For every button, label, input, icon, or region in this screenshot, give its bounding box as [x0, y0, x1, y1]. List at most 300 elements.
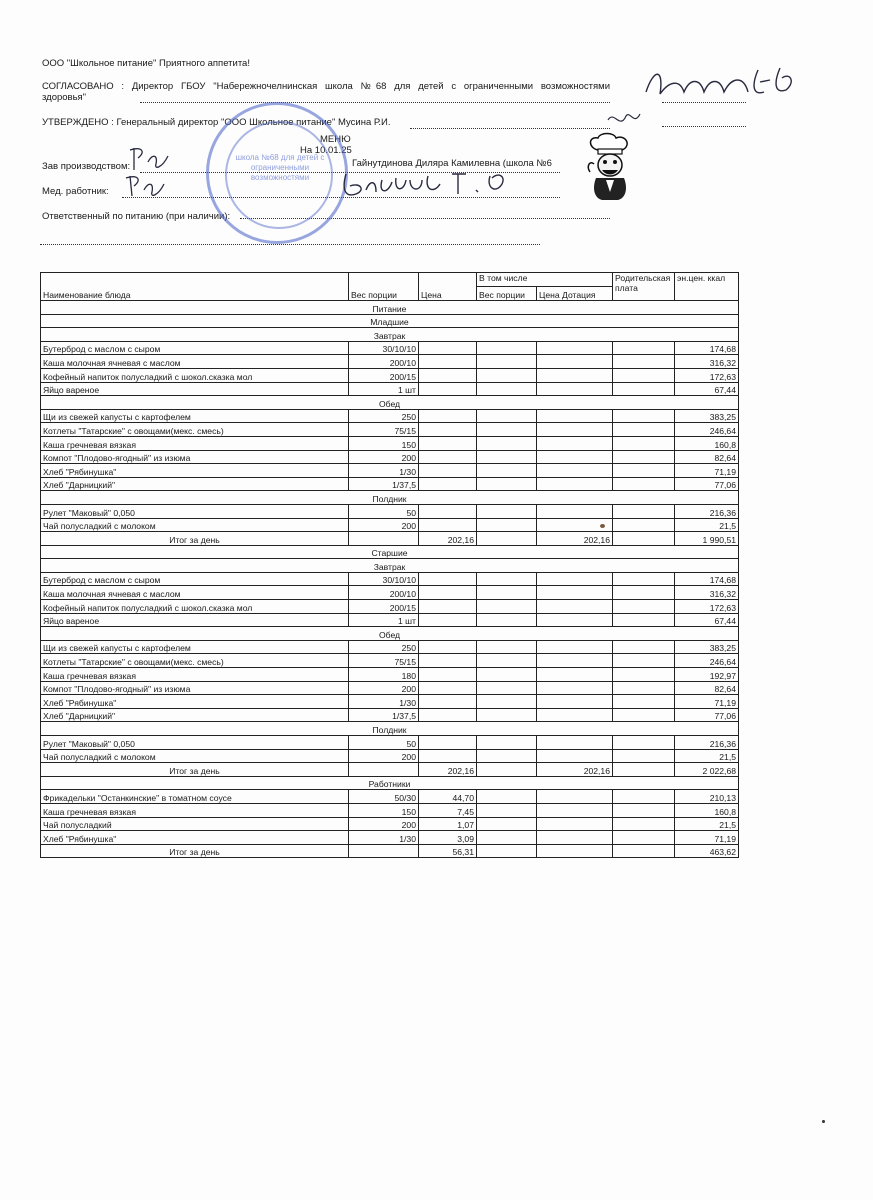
dish-name: Кофейный напиток полусладкий с шокол.сказка мол [41, 368, 349, 382]
dish-energy: 160,8 [675, 803, 739, 817]
dish-energy: 383,25 [675, 409, 739, 423]
agreed-line-2: здоровья" [42, 92, 87, 103]
dish-subsidy-price [537, 668, 613, 682]
table-row [41, 341, 739, 355]
dish-name: Хлеб "Дарницкий" [41, 708, 349, 722]
round-stamp [206, 102, 348, 244]
dish-parent-pay [613, 790, 675, 804]
dish-price [419, 681, 477, 695]
dish-parent-pay [613, 749, 675, 763]
table-row [41, 736, 739, 750]
section-label: Завтрак [41, 559, 739, 573]
dish-subsidy-price [537, 368, 613, 382]
dish-price [419, 600, 477, 614]
dish-weight: 250 [349, 640, 419, 654]
dish-weight: 1 шт [349, 382, 419, 396]
dish-price [419, 572, 477, 586]
dish-parent-pay [613, 464, 675, 478]
dish-weight: 250 [349, 409, 419, 423]
production-label: Зав производством: [42, 161, 131, 172]
dish-weight: 1/30 [349, 695, 419, 709]
dish-parent-pay [613, 355, 675, 369]
dish-weight: 50 [349, 736, 419, 750]
dish-weight: 200 [349, 518, 419, 532]
dish-name: Хлеб "Рябинушка" [41, 695, 349, 709]
dish-name: Хлеб "Рябинушка" [41, 831, 349, 845]
dish-sub-weight [477, 613, 537, 627]
dish-subsidy-price [537, 817, 613, 831]
dish-parent-pay [613, 504, 675, 518]
signature-production [128, 144, 176, 174]
medic-label: Мед. работник: [42, 186, 109, 197]
dish-subsidy-price [537, 736, 613, 750]
dish-parent-pay [613, 803, 675, 817]
col-header-price: Цена [419, 273, 477, 301]
table-row [41, 668, 739, 682]
dish-price: 7,45 [419, 803, 477, 817]
dish-weight [349, 844, 419, 858]
dish-parent-pay [613, 436, 675, 450]
dish-price: 202,16 [419, 763, 477, 777]
total-row [41, 532, 739, 546]
dish-parent-pay [613, 817, 675, 831]
dish-sub-weight [477, 817, 537, 831]
section-label: Старшие [41, 545, 739, 559]
dish-sub-weight [477, 736, 537, 750]
dish-sub-weight [477, 518, 537, 532]
table-row [41, 368, 739, 382]
signature-medic [340, 166, 530, 204]
dish-parent-pay [613, 341, 675, 355]
agreed-line: СОГЛАСОВАНО : Директор ГБОУ "Набережночелнинская школа №68 для детей с ограниченными возможностями [42, 81, 610, 92]
dish-subsidy-price [537, 749, 613, 763]
dish-parent-pay [613, 450, 675, 464]
dish-sub-weight [477, 436, 537, 450]
dish-name: Кофейный напиток полусладкий с шокол.сказка мол [41, 600, 349, 614]
dish-energy: 67,44 [675, 613, 739, 627]
table-row [41, 640, 739, 654]
col-header-including: В том числе [477, 273, 613, 287]
dish-sub-weight [477, 844, 537, 858]
table-row [41, 803, 739, 817]
table-row [41, 749, 739, 763]
dish-weight: 200/15 [349, 600, 419, 614]
dish-name: Чай полусладкий с молоком [41, 518, 349, 532]
dish-name: Яйцо вареное [41, 613, 349, 627]
dish-weight: 50 [349, 504, 419, 518]
dish-parent-pay [613, 681, 675, 695]
approved-underline [410, 128, 610, 129]
dish-price [419, 341, 477, 355]
dish-sub-weight [477, 640, 537, 654]
dish-parent-pay [613, 409, 675, 423]
dish-sub-weight [477, 504, 537, 518]
dish-sub-weight [477, 572, 537, 586]
dish-subsidy-price [537, 464, 613, 478]
dish-price [419, 450, 477, 464]
chef-logo [584, 132, 636, 204]
dish-name: Яйцо вареное [41, 382, 349, 396]
dish-price [419, 368, 477, 382]
approved-line: УТВЕРЖДЕНО : Генеральный директор "ООО Школьное питание" Мусина Р.И. [42, 117, 391, 128]
section-row [41, 776, 739, 790]
table-row [41, 450, 739, 464]
section-row [41, 627, 739, 641]
dish-subsidy-price [537, 708, 613, 722]
dish-subsidy-price [537, 504, 613, 518]
dish-parent-pay [613, 763, 675, 777]
table-row [41, 477, 739, 491]
table-row [41, 436, 739, 450]
dish-energy: 174,68 [675, 572, 739, 586]
dish-sub-weight [477, 586, 537, 600]
scan-mark [600, 524, 605, 528]
dish-price [419, 504, 477, 518]
dish-energy: 71,19 [675, 464, 739, 478]
dish-weight: 150 [349, 803, 419, 817]
dish-name: Компот "Плодово-ягодный" из изюма [41, 681, 349, 695]
dish-parent-pay [613, 586, 675, 600]
dish-energy: 82,64 [675, 681, 739, 695]
dish-subsidy-price [537, 803, 613, 817]
menu-date: На 10.01.25 [300, 145, 352, 156]
dish-energy: 67,44 [675, 382, 739, 396]
menu-title: МЕНЮ [320, 134, 351, 145]
dish-price [419, 518, 477, 532]
dish-name: Котлеты "Татарские" с овощами(мекс. смесь) [41, 423, 349, 437]
dish-sub-weight [477, 532, 537, 546]
dish-energy: 71,19 [675, 695, 739, 709]
dish-name: Каша гречневая вязкая [41, 668, 349, 682]
dish-energy: 172,63 [675, 368, 739, 382]
dish-name: Итог за день [41, 844, 349, 858]
table-row [41, 600, 739, 614]
dish-subsidy-price [537, 572, 613, 586]
section-row [41, 722, 739, 736]
dish-weight: 30/10/10 [349, 341, 419, 355]
dish-sub-weight [477, 681, 537, 695]
dish-subsidy-price [537, 654, 613, 668]
responsible-label: Ответственный по питанию (при наличии): [42, 211, 231, 222]
section-row [41, 491, 739, 505]
dish-energy: 77,06 [675, 708, 739, 722]
dish-energy: 383,25 [675, 640, 739, 654]
section-row [41, 545, 739, 559]
dish-energy: 21,5 [675, 749, 739, 763]
dish-price: 44,70 [419, 790, 477, 804]
dish-weight [349, 532, 419, 546]
table-row [41, 423, 739, 437]
production-name: Гайнутдинова Диляра Камилевна (школа №6 [352, 158, 552, 169]
dish-sub-weight [477, 382, 537, 396]
dish-name: Бутерброд с маслом с сыром [41, 341, 349, 355]
dish-subsidy-price: 202,16 [537, 532, 613, 546]
dish-subsidy-price [537, 382, 613, 396]
dish-subsidy-price [537, 613, 613, 627]
dish-weight: 75/15 [349, 654, 419, 668]
dish-weight: 50/30 [349, 790, 419, 804]
dish-sub-weight [477, 600, 537, 614]
dish-weight: 200 [349, 681, 419, 695]
dish-parent-pay [613, 368, 675, 382]
dish-sub-weight [477, 477, 537, 491]
dish-energy: 21,5 [675, 817, 739, 831]
signature-agreed [640, 62, 810, 108]
dish-energy: 82,64 [675, 450, 739, 464]
dish-price [419, 654, 477, 668]
scan-mark [822, 1120, 825, 1123]
agreed-underline [140, 102, 610, 103]
dish-parent-pay [613, 695, 675, 709]
dish-name: Котлеты "Татарские" с овощами(мекс. смесь) [41, 654, 349, 668]
dish-name: Компот "Плодово-ягодный" из изюма [41, 450, 349, 464]
section-row [41, 314, 739, 328]
extra-underline [40, 244, 540, 245]
dish-sub-weight [477, 423, 537, 437]
dish-energy: 316,32 [675, 586, 739, 600]
dish-weight: 180 [349, 668, 419, 682]
section-label: Полдник [41, 722, 739, 736]
dish-weight: 75/15 [349, 423, 419, 437]
dish-parent-pay [613, 477, 675, 491]
dish-weight: 1/37,5 [349, 477, 419, 491]
section-row [41, 328, 739, 342]
dish-name: Итог за день [41, 763, 349, 777]
table-row [41, 708, 739, 722]
dish-price: 202,16 [419, 532, 477, 546]
section-label: Работники [41, 776, 739, 790]
table-row [41, 695, 739, 709]
dish-energy: 463,62 [675, 844, 739, 858]
dish-parent-pay [613, 518, 675, 532]
dish-name: Чай полусладкий с молоком [41, 749, 349, 763]
dish-sub-weight [477, 464, 537, 478]
dish-price [419, 613, 477, 627]
dish-price [419, 640, 477, 654]
dish-energy: 210,13 [675, 790, 739, 804]
dish-price: 56,31 [419, 844, 477, 858]
dish-weight: 200/10 [349, 586, 419, 600]
dish-energy: 216,36 [675, 736, 739, 750]
dish-price [419, 586, 477, 600]
dish-weight: 1/30 [349, 464, 419, 478]
dish-subsidy-price [537, 681, 613, 695]
signature-medic-short [124, 172, 172, 200]
dish-price [419, 695, 477, 709]
dish-subsidy-price [537, 695, 613, 709]
dish-energy: 246,64 [675, 423, 739, 437]
total-row [41, 844, 739, 858]
dish-price [419, 436, 477, 450]
dish-subsidy-price: 202,16 [537, 763, 613, 777]
dish-sub-weight [477, 831, 537, 845]
dish-parent-pay [613, 600, 675, 614]
dish-name: Фрикадельки "Останкинские" в томатном соусе [41, 790, 349, 804]
dish-sub-weight [477, 749, 537, 763]
dish-parent-pay [613, 423, 675, 437]
table-row [41, 518, 739, 532]
section-row [41, 396, 739, 410]
dish-name: Каша молочная ячневая с маслом [41, 586, 349, 600]
menu-table-body [41, 301, 739, 858]
dish-name: Рулет "Маковый" 0,050 [41, 736, 349, 750]
dish-weight: 150 [349, 436, 419, 450]
menu-table [40, 272, 739, 858]
dish-parent-pay [613, 654, 675, 668]
table-row [41, 355, 739, 369]
col-header-weight: Вес порции [349, 273, 419, 301]
table-row [41, 790, 739, 804]
dish-subsidy-price [537, 423, 613, 437]
dish-sub-weight [477, 654, 537, 668]
dish-price [419, 464, 477, 478]
dish-sub-weight [477, 695, 537, 709]
dish-subsidy-price [537, 450, 613, 464]
dish-parent-pay [613, 532, 675, 546]
dish-subsidy-price [537, 586, 613, 600]
section-label: Младшие [41, 314, 739, 328]
dish-price [419, 382, 477, 396]
dish-subsidy-price [537, 436, 613, 450]
dish-name: Хлеб "Рябинушка" [41, 464, 349, 478]
section-label: Обед [41, 627, 739, 641]
dish-price [419, 736, 477, 750]
col-header-energy: эн.цен. ккал [675, 273, 739, 301]
dish-name: Щи из свежей капусты с картофелем [41, 409, 349, 423]
dish-sub-weight [477, 341, 537, 355]
dish-price [419, 749, 477, 763]
approved-sign-line [662, 126, 746, 127]
dish-sub-weight [477, 355, 537, 369]
section-label: Завтрак [41, 328, 739, 342]
section-row [41, 559, 739, 573]
dish-energy: 21,5 [675, 518, 739, 532]
dish-weight: 30/10/10 [349, 572, 419, 586]
dish-sub-weight [477, 708, 537, 722]
table-row [41, 817, 739, 831]
dish-name: Каша гречневая вязкая [41, 803, 349, 817]
dish-energy: 192,97 [675, 668, 739, 682]
table-row [41, 613, 739, 627]
dish-sub-weight [477, 668, 537, 682]
dish-subsidy-price [537, 790, 613, 804]
dish-subsidy-price [537, 831, 613, 845]
table-row [41, 654, 739, 668]
col-header-parent-pay: Родительская плата [613, 273, 675, 301]
dish-sub-weight [477, 368, 537, 382]
dish-parent-pay [613, 831, 675, 845]
dish-parent-pay [613, 382, 675, 396]
dish-price [419, 477, 477, 491]
dish-parent-pay [613, 640, 675, 654]
dish-parent-pay [613, 668, 675, 682]
table-row [41, 464, 739, 478]
dish-subsidy-price [537, 600, 613, 614]
signature-approved [604, 106, 644, 132]
dish-name: Хлеб "Дарницкий" [41, 477, 349, 491]
dish-name: Рулет "Маковый" 0,050 [41, 504, 349, 518]
col-header-name: Наименование блюда [41, 273, 349, 301]
stamp-text: школа №68 для детей с ограниченными возможностями [235, 153, 325, 182]
dish-energy: 71,19 [675, 831, 739, 845]
dish-energy: 216,36 [675, 504, 739, 518]
table-row [41, 382, 739, 396]
dish-price [419, 423, 477, 437]
dish-name: Щи из свежей капусты с картофелем [41, 640, 349, 654]
dish-name: Каша молочная ячневая с маслом [41, 355, 349, 369]
col-header-sub-weight: Вес порции [477, 287, 537, 301]
dish-parent-pay [613, 613, 675, 627]
dish-weight [349, 763, 419, 777]
dish-price [419, 355, 477, 369]
dish-weight: 200 [349, 749, 419, 763]
dish-subsidy-price [537, 409, 613, 423]
dish-weight: 200/10 [349, 355, 419, 369]
dish-energy: 160,8 [675, 436, 739, 450]
col-header-sub-price: Цена Дотация [537, 287, 613, 301]
dish-name: Итог за день [41, 532, 349, 546]
dish-price [419, 409, 477, 423]
dish-energy: 174,68 [675, 341, 739, 355]
dish-subsidy-price [537, 477, 613, 491]
dish-parent-pay [613, 844, 675, 858]
table-row [41, 504, 739, 518]
table-row [41, 409, 739, 423]
dish-name: Каша гречневая вязкая [41, 436, 349, 450]
section-row [41, 301, 739, 315]
total-row [41, 763, 739, 777]
dish-sub-weight [477, 450, 537, 464]
dish-subsidy-price [537, 355, 613, 369]
dish-parent-pay [613, 572, 675, 586]
company-line: ООО "Школьное питание" Приятного аппетита! [42, 58, 250, 69]
table-row [41, 586, 739, 600]
section-label: Питание [41, 301, 739, 315]
dish-energy: 246,64 [675, 654, 739, 668]
dish-weight: 1/37,5 [349, 708, 419, 722]
dish-price: 1,07 [419, 817, 477, 831]
dish-energy: 1 990,51 [675, 532, 739, 546]
dish-weight: 1 шт [349, 613, 419, 627]
dish-price: 3,09 [419, 831, 477, 845]
dish-weight: 1/30 [349, 831, 419, 845]
dish-energy: 2 022,68 [675, 763, 739, 777]
dish-sub-weight [477, 803, 537, 817]
dish-name: Чай полусладкий [41, 817, 349, 831]
dish-subsidy-price [537, 341, 613, 355]
table-row [41, 572, 739, 586]
section-label: Обед [41, 396, 739, 410]
table-row [41, 831, 739, 845]
dish-sub-weight [477, 763, 537, 777]
dish-parent-pay [613, 708, 675, 722]
dish-name: Бутерброд с маслом с сыром [41, 572, 349, 586]
dish-weight: 200 [349, 817, 419, 831]
dish-sub-weight [477, 409, 537, 423]
dish-price [419, 668, 477, 682]
dish-weight: 200 [349, 450, 419, 464]
dish-weight: 200/15 [349, 368, 419, 382]
dish-subsidy-price [537, 844, 613, 858]
dish-price [419, 708, 477, 722]
section-label: Полдник [41, 491, 739, 505]
dish-parent-pay [613, 736, 675, 750]
dish-energy: 316,32 [675, 355, 739, 369]
dish-energy: 77,06 [675, 477, 739, 491]
dish-sub-weight [477, 790, 537, 804]
dish-energy: 172,63 [675, 600, 739, 614]
table-row [41, 681, 739, 695]
